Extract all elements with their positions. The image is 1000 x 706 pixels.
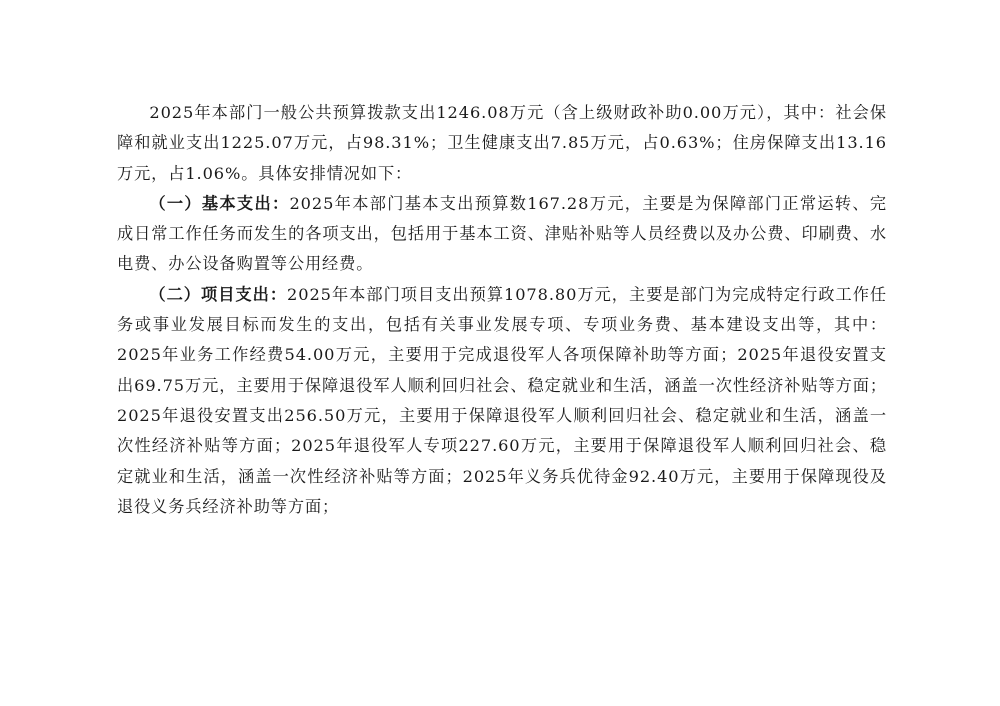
paragraph-basic-expenditure xyxy=(117,189,887,280)
paragraph-budget-summary xyxy=(117,98,887,189)
paragraph-text: 2025年本部门项目支出预算1078.80万元，主要是部门为完成特定行政工作任务或事业发展目标而发生的支出，包括有关事业发展专项、专项业务费、基本建设支出等，其中：2025年业务工作经费54.00万元，主要用于完成退役军人各项保障补助等方面；2025年退役安置支出69.75万元，主要用于保障退役军人顺利回归社会、稳定就业和生活，涵盖一次性经济补贴等方面；2025年退役安置支出256.50万元，主要用于保障退役军人顺利回归社会、稳定就业和生活，涵盖一次性经济补贴等方面；2025年退役军人专项227.60万元，主要用于保障退役军人顺利回归社会、稳定就业和生活，涵盖一次性经济补贴等方面；2025年义务兵优待金92.40万元，主要用于保障现役及退役义务兵经济补助等方面； xyxy=(117,284,887,516)
body-text xyxy=(117,98,887,522)
section-heading-basic: （一）基本支出： xyxy=(149,193,290,213)
paragraph-text: 2025年本部门一般公共预算拨款支出1246.08万元（含上级财政补助0.00万元），其中：社会保障和就业支出1225.07万元，占98.31%；卫生健康支出7.85万元，占0.63%；住房保障支出13.16万元，占1.06%。具体安排情况如下： xyxy=(117,103,887,183)
section-heading-project: （二）项目支出： xyxy=(149,284,288,304)
paragraph-project-expenditure xyxy=(117,280,887,522)
paragraph-text: 2025年本部门基本支出预算数167.28万元，主要是为保障部门正常运转、完成日常工作任务而发生的各项支出，包括用于基本工资、津贴补贴等人员经费以及办公费、印刷费、水电费、办公设备购置等公用经费。 xyxy=(117,193,887,274)
